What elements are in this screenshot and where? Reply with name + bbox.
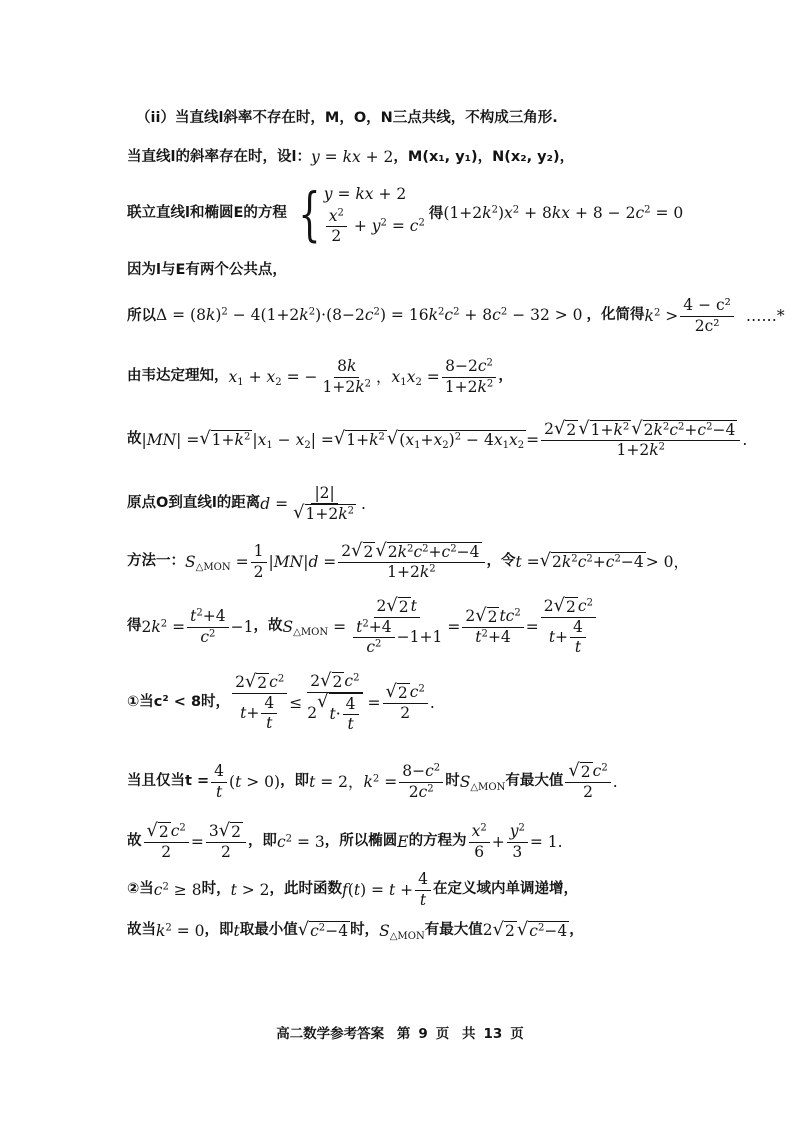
line-1-text: （ii）当直线l斜率不存在时，M，O，N三点共线，不构成三角形. [136, 110, 558, 126]
footer-total-prefix: 共 [462, 1026, 476, 1042]
line-case-one: ①当c² < 8时， 2 √ 2 $c^2$ t+ $\frac{4}{t}$ ≤ 2 √ 2 $c^2$ 2 √ t· $\frac{4}{t}$ = √ 2 $c^2$ 2 . [127, 669, 435, 733]
line-2-text: 当直线l的斜率存在时，设l： [127, 148, 311, 165]
sum-of-roots: $\frac{8k}{1+2k^2}$ [322, 357, 372, 396]
discriminant-expression: 所以$\Delta = (8k)^2 - 4(1+2k^2)\cdot(8-2c^2) = 16k^2c^2 + 8c^2 - 32 > 0$ [127, 306, 583, 325]
line-2-points: ，M(x₁, y₁)，N(x₂, y₂)， [393, 148, 575, 165]
line-6-text: 由韦达定理知， [127, 368, 229, 385]
footer-total: 13 [483, 1026, 503, 1042]
line-2-equation: y = kx + 2 [310, 148, 394, 166]
k-squared-bound: $\frac{\text{4 − c²}}{\text{2c²}}$ [680, 296, 734, 336]
line-case-two: ②当 $c^2 \ge 8$ 时， t > 2 ，此时函数 f(t) = t + $\frac{4}{t}$ 在定义域内单调递增， [127, 870, 578, 909]
case-one-condition: ①当c² < 8时， [127, 694, 231, 711]
case-two-condition: ②当 [127, 881, 154, 898]
distance-fraction: |2| √ $1+2k^2$ [293, 483, 355, 524]
star-marker: ……* [745, 306, 785, 325]
footer-page-mid: 页 [435, 1026, 450, 1042]
page-footer [0, 1022, 800, 1042]
line-system [127, 182, 800, 246]
line-slope-undefined [136, 110, 800, 127]
line-8-text: 原点O到直线l的距离 [127, 495, 261, 512]
line-distance: 原点O到直线l的距离 d = |2| √ $1+2k^2$ . [127, 483, 366, 524]
system-result: 得$(1+2k^2)x^2 + 8kx + 8 - 2c^2 = 0$ [428, 204, 684, 223]
system-eq-2: $\frac{x^2}{2}$ + $y^2 = c^2$ [324, 207, 425, 247]
chord-length-result: 2 √ 2 √ $1+k^2$ √ $2k^2c^2+c^2-4$ $1+2k^2$ [541, 420, 740, 460]
line-slope-exists [127, 148, 800, 167]
line-12-text: 当且仅当t = [127, 773, 210, 790]
line-minimum: 故当 $k^2 = 0$ ，即 t 取最小值 √ $c^2-4$ 时， $S_{\triangle MON}$ 有最大值 2 √ 2 √ $c^2-4$ ， [127, 919, 584, 942]
line-two-intersections [127, 262, 800, 279]
footer-page-number: 9 [418, 1026, 428, 1042]
area-expression: 2 √ 2 √ $2k^2c^2+c^2-4$ $1+2k^2$ [338, 542, 484, 582]
line-vieta: 由韦达定理知， $x_1 + x_2$ = − $\frac{8k}{1+2k^2}$ ，$x_1x_2$ = $\frac{8-2c^2}{1+2k^2}$ ， [127, 357, 513, 396]
equation-system [291, 182, 425, 247]
brace-icon: { [298, 180, 321, 248]
footer-page-prefix: 第 [396, 1026, 411, 1042]
line-substitution: 得 $2k^2$ = $\frac{t^2+4}{c^2}$ −1 ，故 $S_{\triangle MON}$ = 2 √ 2 t $\frac{t^2+4}{c^2}$ −1+1 = 2 √ 2 $tc^2$ $t^2+4$ = 2 √ 2 $c^2$ t+ $\frac{4}{t}$ [127, 600, 800, 654]
line-chord-length: 故 |MN| = √ $1+k^2$ $|x_1 - x_2|$ = √ $1+k^2$ √ $(x_1+x_2)^2 - 4x_1x_2$ = 2 √ 2 √ $1+k^2$ √ $2k^2c^2+c^2-4$ $1+2k^2$ . [127, 417, 748, 459]
product-of-roots: $\frac{8-2c^2}{1+2k^2}$ [442, 357, 497, 397]
line-4-text: 因为l与E有两个公共点， [127, 262, 287, 278]
footer-page-suffix: 页 [510, 1026, 524, 1042]
area-in-t: 2 √ 2 t $\frac{t^2+4}{c^2}$ −1+1 [348, 597, 445, 658]
line-10-text: 得 [127, 618, 142, 635]
line-equality-condition: 当且仅当t = $\frac{4}{t}$ (t > 0) ，即 t = 2， $k^2$ = $\frac{8-c^2}{2c^2}$ 时 $S_{\triangle MON}$ 有最大值 √ 2 $c^2$ 2 . [127, 759, 618, 801]
line-method-one: 方法一： $S_{\triangle MON}$ = $\frac{1}{2}$ |MN|d = 2 √ 2 √ $2k^2c^2+c^2-4$ $1+2k^2$ ，令 t = √ $2k^2c^2+c^2-4$ > 0， [127, 539, 690, 581]
line-13-text: 故 [127, 833, 142, 850]
system-eq-1: y = kx + 2 [323, 184, 407, 203]
line-3-text: 联立直线l和椭圆E的方程 [127, 205, 287, 222]
footer-title: 高二数学参考答案 [276, 1026, 385, 1042]
line-ellipse-equation: 故 √ 2 $c^2$ 2 = 3 √ 2 2 ，即 $c^2 = 3$ ，所以椭圆 E 的方程为 $\frac{x^2}{6}$ + $\frac{y^2}{3}$ = 1. [127, 819, 563, 861]
method-one-label: 方法一： [127, 553, 185, 570]
ellipse-y-term: $\frac{y^2}{3}$ [507, 822, 528, 862]
line-discriminant: 所以$\Delta = (8k)^2 - 4(1+2k^2)\cdot(8-2c^2) = 16k^2c^2 + 8c^2 - 32 > 0$ ，化简得 $k^2$ > $\frac{\text{4 − c²}}{\text{2c²}}$ ……* [127, 296, 785, 335]
ellipse-x-term: $\frac{x^2}{6}$ [469, 822, 490, 862]
